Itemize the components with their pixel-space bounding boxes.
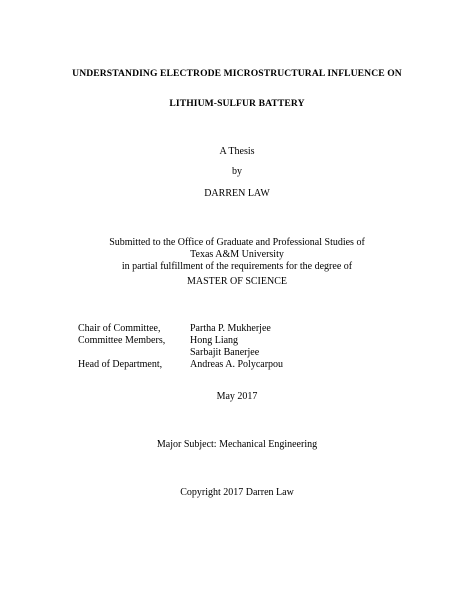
author-name: DARREN LAW [204,188,270,199]
submission-date: May 2017 [216,391,258,402]
degree-name: MASTER OF SCIENCE [186,276,287,287]
by-label: by [232,166,242,177]
committee-members-label: Committee Members, [78,335,166,346]
committee-member-2: Sarbajit Banerjee [190,347,260,358]
chair-name: Partha P. Mukherjee [190,323,271,334]
thesis-title-line-1: UNDERSTANDING ELECTRODE MICROSTRUCTURAL INFLUENCE ON [72,68,402,79]
head-of-department-name: Andreas A. Polycarpou [190,359,284,370]
submission-line-1: Submitted to the Office of Graduate and Professional Studies of [109,237,365,248]
submission-line-3: in partial fulfillment of the requirements for the degree of [121,261,353,272]
chair-label: Chair of Committee, [78,323,161,334]
thesis-title-line-2: LITHIUM-SULFUR BATTERY [169,98,305,109]
copyright-notice: Copyright 2017 Darren Law [180,487,294,498]
document-type: A Thesis [219,146,255,157]
major-subject: Major Subject: Mechanical Engineering [156,439,318,450]
submission-line-2: Texas A&M University [190,249,284,260]
head-of-department-label: Head of Department, [78,359,163,370]
committee-member-1: Hong Liang [190,335,239,346]
